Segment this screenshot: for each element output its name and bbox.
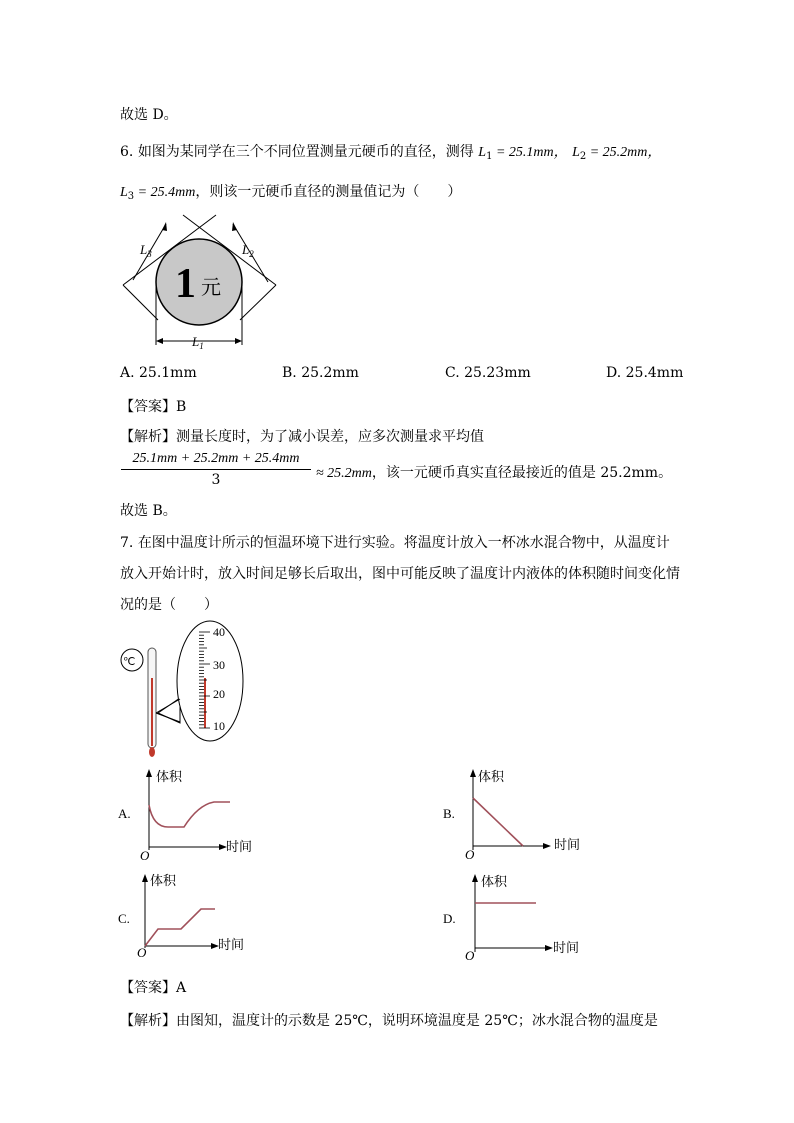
graph-c — [118, 870, 278, 960]
thermometer-figure — [118, 618, 268, 760]
q6-l3-sub: 3 — [127, 191, 135, 202]
coin-unit: 元 — [201, 277, 221, 299]
svg-text:L1: $L_1$ — [192, 334, 204, 351]
q6-l2-symbol: L — [572, 145, 580, 160]
graph-a-label: A. — [118, 806, 131, 821]
svg-text:时间: 时间 — [226, 839, 253, 854]
unit-label: ℃ — [123, 656, 136, 668]
svg-text:体积: 体积 — [481, 874, 508, 889]
graph-d — [443, 870, 603, 965]
svg-text:O: O — [465, 847, 475, 862]
q7-answer: 【答案】A — [120, 980, 187, 996]
option-d: D. 25.4mm — [606, 365, 684, 381]
tick-20: 20 — [213, 687, 225, 701]
callout — [158, 698, 180, 723]
coin-digit: 1 — [175, 261, 196, 307]
svg-text:时间: 时间 — [554, 837, 581, 852]
q7-analysis: 【解析】由图知，温度计的示数是 25℃，说明环境温度是 25℃；冰水混合物的温度是 — [120, 1013, 658, 1029]
coin — [156, 239, 242, 325]
q6-answer: 【答案】B — [120, 399, 187, 415]
q6-number: 6. — [120, 144, 134, 160]
option-c: C. 25.23mm — [445, 365, 531, 381]
q6-formula-fraction — [121, 451, 311, 488]
formula-numerator: 25.1mm + 25.2mm + 25.4mm — [121, 451, 311, 470]
q6-l1-sub: 1 — [486, 151, 493, 162]
tick-40: 40 — [213, 625, 225, 639]
q6-line1 — [120, 141, 661, 162]
svg-text:时间: 时间 — [553, 940, 580, 955]
formula-denominator: 3 — [211, 472, 221, 488]
q6-l1-value: = 25.1mm， — [492, 145, 568, 160]
q7-line3: 况的是（ ） — [120, 597, 218, 613]
option-a: A. 25.1mm — [120, 365, 197, 381]
q6-conclusion: 故选 B。 — [120, 503, 177, 519]
q7-line1: 7. 在图中温度计所示的恒温环境下进行实验。将温度计放入一杯冰水混合物中，从温度计 — [120, 535, 670, 551]
svg-text:体积: 体积 — [156, 769, 183, 784]
svg-text:O: O — [140, 848, 150, 863]
graph-b-curve — [473, 798, 523, 846]
q6-l3-symbol: L — [120, 185, 128, 200]
q6-l1-symbol: L — [478, 145, 487, 160]
q6-l2-sub: 2 — [579, 151, 587, 162]
q6-l3-value: = 25.4mm — [134, 185, 196, 200]
tick-30: 30 — [213, 658, 225, 672]
svg-text:O: O — [465, 948, 475, 963]
coin-figure — [118, 210, 283, 355]
q6-analysis: 【解析】测量长度时，为了减小误差，应多次测量求平均值 — [120, 429, 484, 445]
svg-text:L2: $L_2$ — [242, 242, 254, 259]
svg-text:L3: $L_3$ — [140, 242, 152, 259]
graph-c-curve — [145, 909, 215, 946]
graph-a-curve — [149, 802, 230, 827]
svg-text:体积: 体积 — [478, 769, 505, 784]
q6-formula-result: ≈ 25.2mm，该一元硬币真实直径最接近的值是 25.2mm。 — [316, 465, 673, 481]
graph-a — [118, 765, 278, 865]
q6-l2-value: = 25.2mm， — [586, 145, 662, 160]
thermometer-bulb — [149, 747, 155, 757]
tick-10: 10 — [213, 719, 225, 733]
graph-b-label: B. — [443, 806, 455, 821]
option-b: B. 25.2mm — [282, 365, 359, 381]
prev-conclusion: 故选 D。 — [120, 107, 178, 123]
q7-line2: 放入开始计时，放入时间足够长后取出，图中可能反映了温度计内液体的体积随时间变化情 — [120, 566, 680, 582]
svg-text:体积: 体积 — [150, 873, 177, 888]
graph-d-label: D. — [443, 911, 456, 926]
svg-text:O: O — [137, 945, 147, 960]
q6-text-b: ，则该一元硬币直径的测量值记为（ ） — [195, 184, 462, 200]
q6-line2 — [120, 181, 461, 202]
graph-b — [443, 765, 603, 865]
svg-text:时间: 时间 — [218, 937, 245, 952]
graph-c-label: C. — [118, 911, 130, 926]
q6-text-a: 如图为某同学在三个不同位置测量元硬币的直径，测得 — [137, 144, 474, 160]
